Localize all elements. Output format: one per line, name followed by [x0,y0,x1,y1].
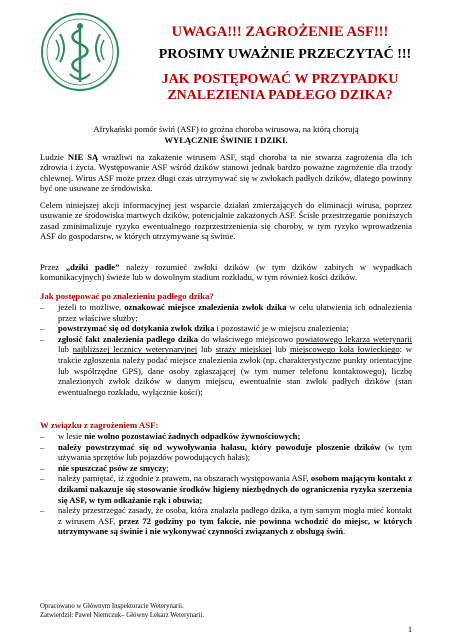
paragraph-humans-not-susceptible [40,152,412,194]
item-bold: powstrzymać się od dotykania zwłok dzika [58,323,215,334]
page-number: 1 [408,625,412,634]
item-text: w lesie [58,431,85,441]
list-item [40,505,412,537]
item-text: lub [271,344,290,355]
paragraph-campaign-goal: Celem niniejszej akcji informacyjnej jest wsparcie działań zmierzających do eliminacji wirusa, poprzez usuwanie ze środowiska martwych dzików, potencjalnie zakażonych ASF. Ścisłe przestrzeganie poniższych zasad zminimalizuje ryzyko ewentualnego rozprzestrzenienia się choroby, w tym ryzyko wprowadzenia ASF do gospodarstw, w których utrzymywane są świnie. [40,200,412,242]
intro-bold: WYŁĄCZNIE ŚWINIE I DZIKI. [164,134,288,145]
list-item [40,323,412,334]
section-heading-asf-threat: W związku z zagrożeniem ASF: [40,420,159,430]
item-underlined: straży miejskiej [215,344,272,355]
item-text: należy pamiętać, iż zgodnie z prawem, na obszarach występowania ASF, [58,473,311,484]
section-heading-found-boar: Jak postępować po znalezieniu padłego dzika? [40,291,214,301]
main-question-title: JAK POSTĘPOWAĆ W PRZYPADKU ZNALEZIENIA PADŁEGO DZIKA? [161,72,399,103]
asf-threat-rules-list [40,431,412,537]
p1-text-a: Ludzie [40,152,68,162]
footer-prepared-by: Opracowano w Głównym Inspektoracie Weterynarii. [40,603,184,610]
item-text: (w tym używania sprzętów lub pojazdów powodujących hałas); [58,441,412,463]
item-text: należy przestrzegać zasady, że osoba, która znalazła padłego dzika, a tym samym mogła mieć kontakt z wirusem ASF, [58,505,412,526]
p1-bold: NIE SĄ [67,152,99,162]
warning-title: UWAGA!!! ZAGROŻENIE ASF!!! [171,24,389,40]
item-text: ; [166,462,169,473]
item-bold: nie wolno pozostawiać żadnych odpadków żywnościowych; [84,431,301,441]
list-item [40,463,412,474]
read-carefully-title: PROSIMY UWAŻNIE PRZECZYTAĆ !!! [158,47,412,62]
p1-text-c: wrażliwi na zakażenie wirusem ASF, stąd choroba ta nie stwarza zagrożenia dla ich zdrowia i życia. Występowanie ASF wśród dzików stanowi jednak bardzo poważne zagrożenie dla trzody chlewnej. Wirus ASF może przez długi czas utrzymywać się w zwłokach padłych dzików, dlatego powinny być one usuwane ze środowiska. [40,152,412,194]
list-item [40,442,412,463]
item-text: . [343,526,346,537]
item-bold: oznakować miejsce znalezienia zwłok dzika [124,302,287,312]
intro-text: Afrykański pomór świń (ASF) to groźna choroba wirusowa, na którą chorują [93,124,359,134]
item-bold: osobom mającym kontakt z dzikami nakazuje się stosowanie środków higieny niezbędnych do ograniczenia ryzyka szerzenia się ASF, w tym odkażanie rąk i obuwia; [58,473,412,505]
item-text: jeżeli to możliwe, [58,302,125,312]
item-bold: należy powstrzymać się od wywoływania hałasu, który powoduje płoszenie dzików [58,441,381,452]
footer [40,602,204,620]
list-item [40,431,412,442]
item-bold: przez 72 godziny po tym fakcie, nie powinna wchodzić do miejsc, w których utrzymywane są świnie i nie wykonywać czynności związanych z obsługą świń [58,515,413,537]
footer-approved-by: Zatwierdził: Paweł Niemczuk– Główny Lekarz Weterynarii. [40,612,204,619]
list-item [40,334,412,398]
item-text: lub [58,344,73,355]
found-boar-instructions-list [40,302,412,397]
item-text: lub [197,344,216,355]
item-underlined: najbliższej lecznicy weterynaryjnej [72,344,198,355]
p3-text-a: Przez [40,262,66,272]
item-text: i pozostawić je w miejscu znalezienia; [214,323,349,334]
item-text: w celu ułatwienia ich odnalezienia przez właściwe służby; [58,302,412,323]
p3-bold: „dziki padłe” [65,262,120,272]
p3-text-c: należy rozumieć zwłoki dzików (w tym dzików zabitych w wypadkach komunikacyjnych) świeże lub w dowolnym stadium rozkładu, w tym również kości dzików. [40,262,412,283]
paragraph-definition [40,262,412,283]
intro-paragraph [40,124,412,145]
item-bold: nie spuszczać psów ze smyczy [58,462,167,473]
item-text: do właściwego miejscowo [198,333,296,344]
list-item [40,302,412,323]
item-bold: zgłosić fakt znalezienia padłego dzika [58,333,198,344]
veterinary-caduceus-logo [40,12,120,92]
item-underlined: miejscowego koła łowieckiego [289,344,400,355]
item-underlined: powiatowego lekarza weterynarii [295,333,412,344]
list-item [40,473,412,505]
item-text: : w trakcie zgłoszenia należy podać miejsce znalezienia zwłok (np. charakterystyczne punkty orientacyjne lub współrzędne GPS), dane osoby zgłaszającej (w tym numer telefonu kontaktowego), liczbę znalezionych zwłok dzików w danym miejscu, ewentualnie stan zwłok padłych dzików (stan ewentualnego rozkładu, wyłącznie kości); [58,344,412,397]
